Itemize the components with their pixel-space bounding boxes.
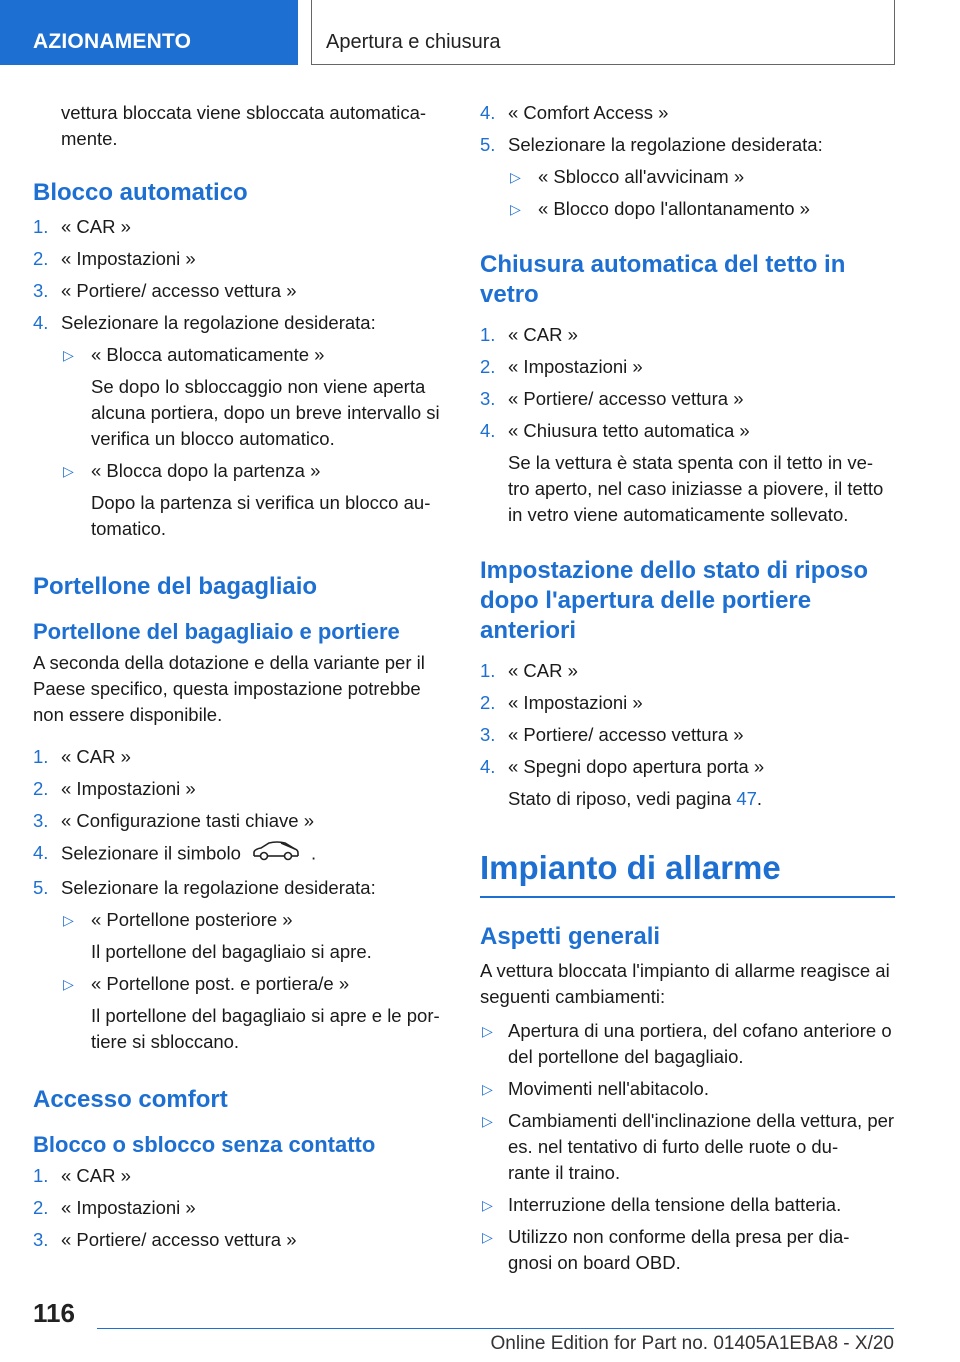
list-item: ▷ Movimenti nell'abitacolo. — [480, 1076, 895, 1102]
allarme-heading-block — [480, 846, 895, 898]
triangle-bullet-icon: ▷ — [482, 1229, 493, 1245]
list-item: 1. « CAR » — [33, 1165, 131, 1186]
list-item: 1. « CAR » — [33, 746, 131, 767]
car-hatchback-icon — [251, 840, 301, 869]
list-item: 2. « Impostazioni » — [480, 356, 643, 377]
page-link[interactable]: 47 — [736, 788, 757, 809]
aspetti-bullets — [480, 1018, 895, 1276]
portellone-heading: Portellone del bagagliaio — [33, 573, 318, 600]
triangle-bullet-icon: ▷ — [482, 1113, 493, 1129]
list-item: 1. « CAR » — [480, 324, 578, 345]
header-title: Apertura e chiusura — [311, 0, 895, 65]
list-item: 3. « Portiere/ accesso vettura » — [33, 280, 297, 301]
list-item: ▷ « Blocca dopo la partenza » Dopo la partenza si verifica un blocco au- tomatico. — [63, 460, 431, 539]
list-item: ▷ Apertura di una portiera, del cofano anteriore o del portellone del bagagliaio. — [482, 1020, 892, 1067]
list-item: 3. « Portiere/ accesso vettura » — [480, 388, 744, 409]
list-item: 2. « Impostazioni » — [33, 778, 196, 799]
list-item: 4. « Chiusura tetto automatica » Se la vettura è stata spenta con il tetto in ve- tro aperto, nel caso iniziasse a piovere, il tetto in vetro viene automaticamente sollevato. — [480, 420, 884, 525]
accesso-subheading: Blocco o sblocco senza contatto — [33, 1132, 376, 1157]
triangle-bullet-icon: ▷ — [482, 1197, 493, 1213]
accesso-steps-continued — [480, 100, 895, 222]
list-item: 4. Selezionare il simbolo . — [33, 840, 453, 869]
tetto-heading: Chiusura automatica del tetto in vetro — [480, 251, 846, 308]
list-item: ▷ Interruzione della tensione della batteria. — [480, 1192, 895, 1218]
page-number: 116 — [33, 1298, 75, 1328]
list-item: ▷ « Blocca automaticamente » Se dopo lo sbloccaggio non viene aperta alcuna portiera, dopo un breve intervallo si verifica un blocco automatico. — [63, 344, 440, 449]
list-item: 2. « Impostazioni » — [33, 248, 196, 269]
riposo-heading: Impostazione dello stato di riposo dopo l'apertura delle portiere anteriori — [480, 557, 869, 644]
triangle-bullet-icon: ▷ — [63, 347, 74, 363]
right-column — [480, 100, 895, 1296]
tetto-steps — [480, 322, 895, 528]
list-item: ▷ Utilizzo non conforme della presa per dia- gnosi on board OBD. — [482, 1226, 850, 1273]
blocco-automatico-heading: Blocco automatico — [33, 179, 248, 206]
triangle-bullet-icon: ▷ — [63, 463, 74, 479]
accesso-comfort-heading: Accesso comfort — [33, 1086, 228, 1113]
portellone-steps — [33, 744, 453, 1055]
list-item: 2. « Impostazioni » — [480, 692, 643, 713]
footer-edition: Online Edition for Part no. 01405A1EBA8 - X/20 — [490, 1333, 894, 1354]
footer-divider — [97, 1328, 894, 1329]
triangle-bullet-icon: ▷ — [482, 1081, 493, 1097]
aspetti-text: A vettura bloccata l'impianto di allarme reagisce ai seguenti cambiamenti: — [480, 960, 890, 1007]
triangle-bullet-icon: ▷ — [510, 201, 521, 217]
list-item: 4. « Spegni dopo apertura porta » Stato di riposo, vedi pagina 47. — [480, 756, 765, 809]
triangle-bullet-icon: ▷ — [482, 1023, 493, 1039]
portellone-subheading: Portellone del bagagliaio e portiere — [33, 619, 400, 644]
list-item: 1. « CAR » — [480, 660, 578, 681]
triangle-bullet-icon: ▷ — [63, 912, 74, 928]
list-item: 2. « Impostazioni » — [33, 1197, 196, 1218]
list-item: 5. Selezionare la regolazione desiderata: ▷ « Portellone posteriore » Il portellone del bagagliaio si apre. ▷ « Portellone post. e portiera/e » Il portellone del bagagliaio si apre e le por- tiere si sbloccano. — [33, 875, 453, 1055]
list-item: 1. « CAR » — [33, 216, 131, 237]
list-item: 3. « Portiere/ accesso vettura » — [33, 1229, 297, 1250]
list-item: 4. Selezionare la regolazione desiderata: ▷ « Blocca automaticamente » Se dopo lo sbloccaggio non viene aperta alcuna portiera, dopo un breve intervallo si verifica un blocco automatico. ▷ « Blocca dopo la partenza » Dopo la partenza si verifica un blocco au- tomatico. — [33, 310, 453, 542]
list-item: ▷ « Blocco dopo l'allontanamento » — [508, 196, 895, 222]
triangle-bullet-icon: ▷ — [63, 976, 74, 992]
list-item: 5. Selezionare la regolazione desiderata: ▷ « Sblocco all'avvicinam » ▷ « Blocco dopo l'allontanamento » — [480, 132, 895, 222]
left-column — [33, 100, 453, 1273]
list-item: ▷ « Portellone post. e portiera/e » Il portellone del bagagliaio si apre e le por- tiere si sbloccano. — [63, 973, 440, 1052]
list-item: 3. « Configurazione tasti chiave » — [33, 810, 314, 831]
aspetti-heading: Aspetti generali — [480, 923, 661, 950]
accesso-steps — [33, 1163, 453, 1253]
list-item: ▷ Cambiamenti dell'inclinazione della vettura, per es. nel tentativo di furto delle ruote o du- rante il traino. — [482, 1110, 895, 1183]
blocco-steps — [33, 214, 453, 542]
portellone-text: A seconda della dotazione e della variante per il Paese specifico, questa impostazione potrebbe non essere disponibile. — [33, 652, 425, 725]
list-item: ▷ « Sblocco all'avvicinam » — [508, 164, 895, 190]
riposo-steps — [480, 658, 895, 812]
intro-text: vettura bloccata viene sbloccata automatica- mente. — [61, 102, 427, 149]
allarme-heading: Impianto di allarme — [480, 849, 781, 886]
list-item: 3. « Portiere/ accesso vettura » — [480, 724, 744, 745]
triangle-bullet-icon: ▷ — [510, 169, 521, 185]
list-item: ▷ « Portellone posteriore » Il portellone del bagagliaio si apre. — [63, 909, 372, 962]
header-section-tab: AZIONAMENTO — [0, 0, 298, 65]
list-item: 4. « Comfort Access » — [480, 102, 669, 123]
